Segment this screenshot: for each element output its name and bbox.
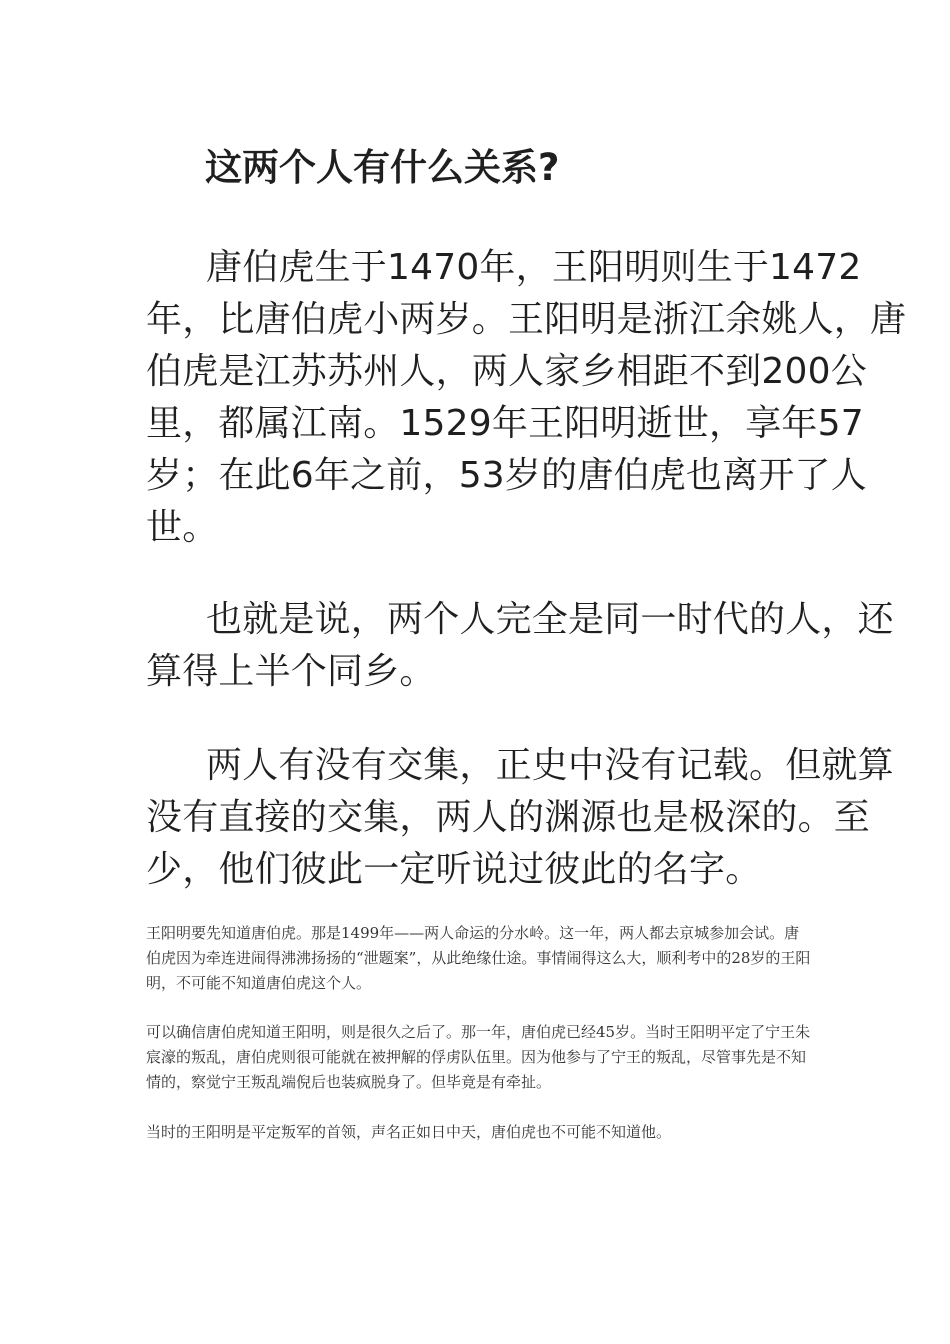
article-paragraph-3: 两人有没有交集，正史中没有记载。但就算没有直接的交集，两人的渊源也是极深的。至少，他们彼此一定听说过彼此的名字。 <box>146 745 894 890</box>
small-paragraph-3: 当时的王阳明是平定叛军的首领，声名正如日中天，唐伯虎也不可能不知道他。 <box>146 1123 672 1141</box>
article-paragraph-1: 唐伯虎生于1470年，王阳明则生于1472年，比唐伯虎小两岁。王阳明是浙江余姚人，唐伯虎是江苏苏州人，两人家乡相距不到200公里，都属江南。1529年王阳明逝世，享年57岁；在此6年之前，53岁的唐伯虎也离开了人世。 <box>146 247 907 548</box>
small-paragraph-1: 王阳明要先知道唐伯虎。那是1499年——两人命运的分水岭。这一年，两人都去京城参加会试。唐伯虎因为牵连进闹得沸沸扬扬的“泄题案”，从此绝缘仕途。事情闹得这么大，顺利考中的28岁的王阳明，不可能不知道唐伯虎这个人。 <box>146 924 811 992</box>
article-heading: 这两个人有什么关系? <box>205 146 560 189</box>
small-paragraph-2: 可以确信唐伯虎知道王阳明，则是很久之后了。那一年，唐伯虎已经45岁。当时王阳明平定了宁王朱宸濠的叛乱，唐伯虎则很可能就在被押解的俘虏队伍里。因为他参与了宁王的叛乱，尽管事先是不知情的，察觉宁王叛乱端倪后也装疯脱身了。但毕竟是有牵扯。 <box>146 1023 811 1091</box>
article-paragraph-2: 也就是说，两个人完全是同一时代的人，还算得上半个同乡。 <box>146 599 894 692</box>
